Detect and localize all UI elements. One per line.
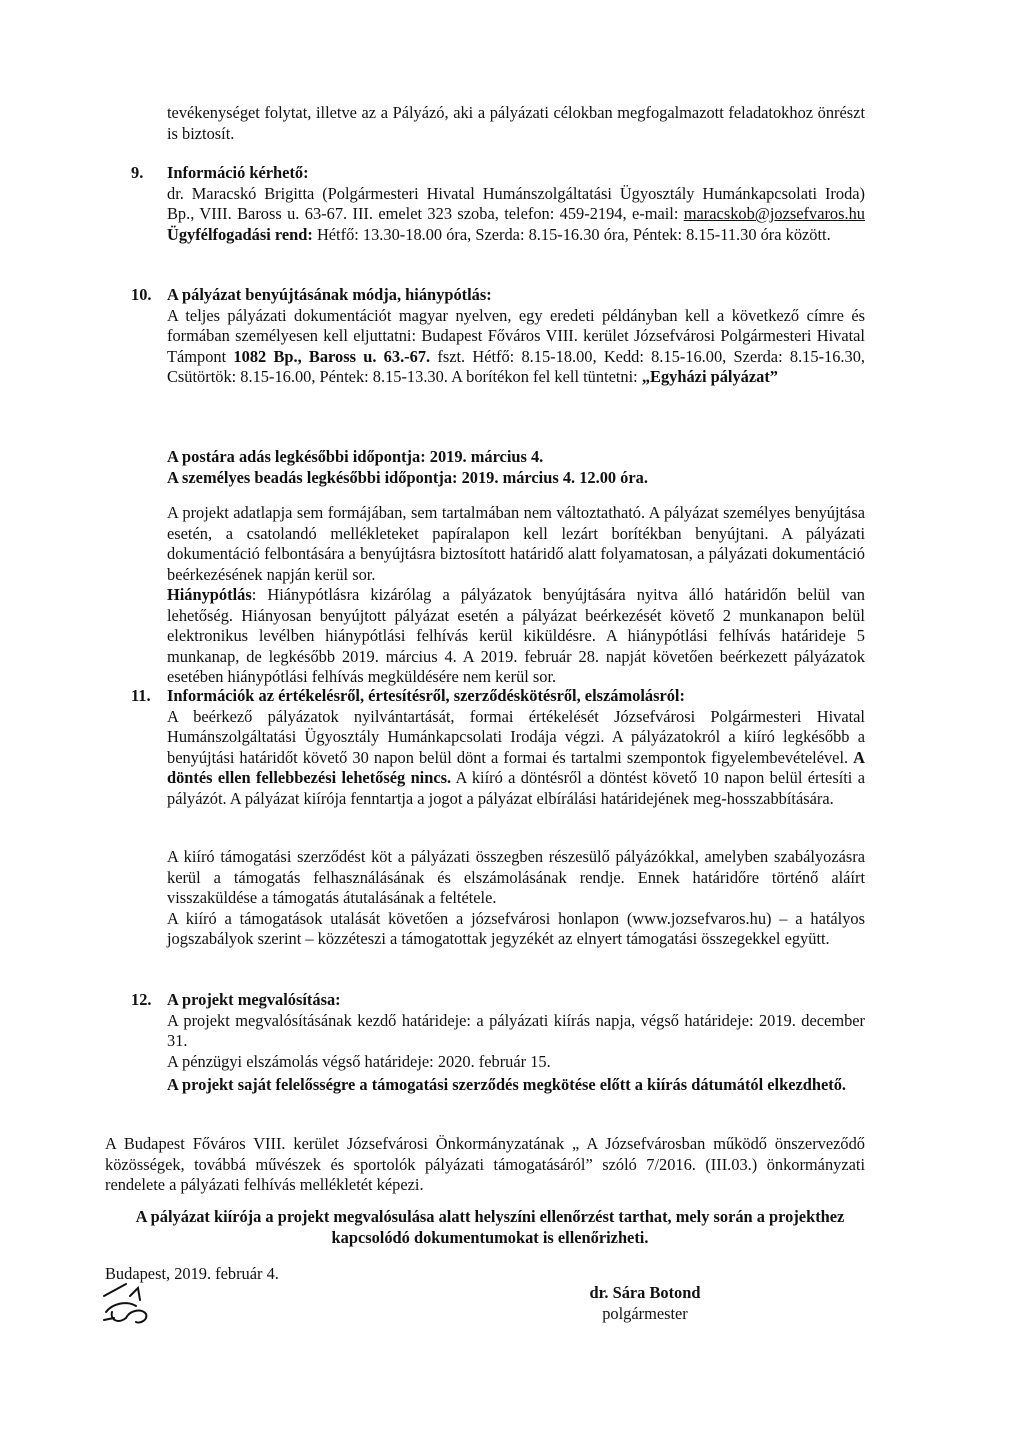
section-9-number: 9. [131,163,144,182]
email-link[interactable]: maracskob@jozsefvaros.hu [683,204,865,224]
signer-name: dr. Sára Botond [589,1283,701,1302]
reception-hours-text: Hétfő: 13.30-18.00 óra, Szerda: 8.15-16.30 óra, Péntek: 8.15-11.30 óra között. [312,224,831,244]
postal-deadline: A postára adás legkésőbbi időpontja: 2019. március 4. [167,447,544,466]
section-10-submission [167,306,865,388]
intro-paragraph [167,103,865,144]
personal-deadline: A személyes beadás legkésőbbi időpontja: 2019. március 4. 12.00 óra. [167,467,648,487]
handwritten-signature [96,1278,156,1338]
section-9-title: Információ kérhető: [167,163,309,182]
signer-title: polgármester [602,1303,688,1323]
section-11-paragraph-2 [167,847,865,950]
inspection-text: A pályázat kiírója a projekt megvalósulása alatt helyszíni ellenőrzést tarthat, mely során a projekthez kapcsolódó dokumentumokat is ellenőrizheti. [135,1207,845,1247]
reception-hours-label: Ügyfélfogadási rend: [167,224,313,244]
deadlines [167,447,865,488]
regulation-paragraph [105,1134,865,1196]
section-10-paragraph-2 [167,503,865,585]
hianypotlas-text: : Hiánypótlásra kizárólag a pályázatok benyújtására nyitva álló határidőn belül van lehetőség. Hiányosan benyújtott pályázat esetén a pályázat beérkezését követő 2 munkanapon belül elektronikus levélben hiánypótlási felhívás kerül kiküldésre. A hiánypótlási felhívás határideje 5 munkanap, de legkésőbb 2019. március 4. A 2019. február 28. napját követően beérkezett pályázatok esetében hiánypótlási felhívás megküldésére nem kerül sor. [167,585,865,687]
signature-block [585,1283,705,1324]
section-10-number: 10. [131,285,152,304]
submission-address: 1082 Bp., Baross u. 63.-67. [233,346,431,366]
regulation-text: A Budapest Főváros VIII. kerület Józsefvárosi Önkormányzatának „ A Józsefvárosban működő önszerveződő közösségek, továbbá művészek és sportolók pályázati támogatásáról” szóló 7/2016. (III.03.) önkormányzati rendelete a pályázati felhívás mellékletét képezi. [105,1134,865,1195]
section-11-number: 11. [131,686,151,705]
section-9-body [167,184,865,246]
envelope-label: „Egyházi pályázat” [641,367,778,387]
notification-text: A kiíró a döntésről a döntést követő 10 napon belül értesíti a pályázót. A pályázat kiírója fenntartja a jogot a pályázat elbírálási határidejének meg-hosszabbítására. [167,768,865,808]
hianypotlas-paragraph [167,585,865,688]
inspection-note [120,1207,860,1248]
hianypotlas-label: Hiánypótlás [167,585,252,604]
section-12 [167,990,865,1072]
section-9 [167,163,865,245]
evaluation-text: A beérkező pályázatok nyilvántartását, formai értékelését Józsefvárosi Polgármesteri Hivatal Humánszolgáltatási Ügyosztály Humánkapcsolati Irodája végzi. A pályázatokról a kiíró legkésőbb a benyújtási határidőt követő 30 napon belül dönt a formai és tartalmi szempontok figyelembevételével. [167,706,865,767]
section-10-hianypotlas [167,585,865,688]
contact-text: dr. Maracskó Brigitta (Polgármesteri Hivatal Humánszolgáltatási Ügyosztály Humánkapcsolati Iroda) Bp., VIII. Baross u. 63-67. III. emelet 323 szoba, telefon: 459-2194, e-mail: [167,183,865,224]
section-12-bold-note [167,1075,865,1096]
submission-text: A teljes pályázati dokumentációt magyar nyelven, egy eredeti példányban kell a következő címre és formában személyesen kell eljuttatni: Budapest Főváros VIII. kerület Józsefvárosi Polgármesteri Hivatal Támpont [167,305,865,366]
section-11 [167,686,865,810]
section-11-title: Információk az értékelésről, értesítésről, szerződéskötésről, elszámolásról: [167,686,685,705]
section-12-title: A projekt megvalósítása: [167,990,341,1009]
section-12-number: 12. [131,990,152,1009]
start-note: A projekt saját felelősségre a támogatási szerződés megkötése előtt a kiírás dátumától elkezdhető. [167,1075,847,1094]
submission-hours: fszt. Hétfő: 8.15-18.00, Kedd: 8.15-16.00, Szerda: 8.15-16.30, Csütörtök: 8.15-16.00, Péntek: 8.15-13.30. A borítékon fel kell tüntetni: [167,346,865,387]
project-sheet-text: A projekt adatlapja sem formájában, sem tartalmában nem változtatható. A pályázat személyes benyújtása esetén, a csatolandó mellékleteket papíralapon kell lezárt borítékban benyújtani. A pályázati dokumentáció felbontására a benyújtásra biztosított határidő alatt folyamatosan, a pályázati dokumentáció beérkezésének napján kerül sor. [167,503,865,584]
section-11-paragraph-1 [167,707,865,810]
project-start-deadline: A projekt megvalósításának kezdő határideje: a pályázati kiírás napja, végső határideje: 2019. december 31. [167,1010,865,1051]
publication-text: A kiíró a támogatások utalását követően a józsefvárosi honlapon (www.jozsefvaros.hu) – a hatályos jogszabályok szerint – közzéteszi a támogatottak jegyzékét az elnyert támogatási összegekkel együtt. [167,908,865,949]
date-line: Budapest, 2019. február 4. [105,1264,279,1283]
intro-text: tevékenységet folytat, illetve az a Pályázó, aki a pályázati célokban megfogalmazott feladatokhoz önrészt is biztosít. [167,103,865,143]
section-10 [167,285,865,388]
financial-deadline: A pénzügyi elszámolás végső határideje: 2020. február 15. [167,1051,551,1071]
section-10-title: A pályázat benyújtásának módja, hiánypótlás: [167,285,492,304]
contract-text: A kiíró támogatási szerződést köt a pályázati összegben részesülő pályázókkal, amelyben szabályozásra kerül a támogatás felhasználásának és elszámolásának rendje. Ennek határidőre történő aláírt visszaküldése a támogatás átutalásának a feltétele. [167,847,865,908]
no-appeal-text: A döntés ellen fellebbezési lehetőség nincs. [167,747,865,788]
